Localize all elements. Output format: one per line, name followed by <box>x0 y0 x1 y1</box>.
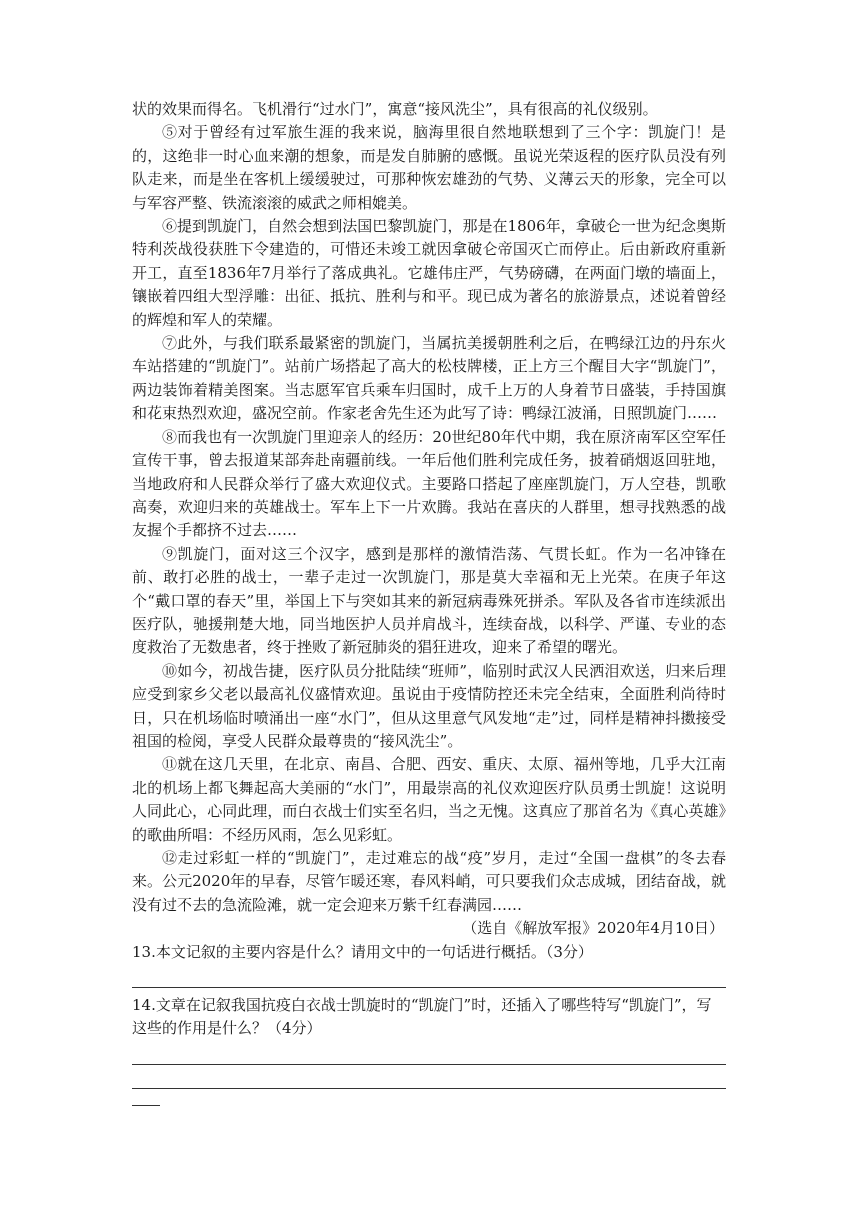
paragraph-4-tail: 状的效果而得名。飞机滑行“过水门”，寓意“接风洗尘”，具有很高的礼仪级别。 <box>132 100 658 118</box>
question-13: 13.本文记叙的主要内容是什么？请用文中的一句话进行概括。（3分） <box>132 942 593 961</box>
answer-line-14-1[interactable] <box>132 1041 726 1065</box>
article-source: （选自《解放军报》2020年4月10日） <box>462 919 724 938</box>
answer-line-14-3[interactable] <box>132 1089 160 1106</box>
paragraph-6: ⑥提到凯旋门，自然会想到法国巴黎凯旋门，那是在1806年，拿破仑一世为纪念奥斯特利茨战役获胜下令建造的，可惜还未竣工就因拿破仑帝国灭亡而停止。后由新政府重新开工，直至1836年7月举行了落成典礼。它雄伟庄严，气势磅礴，在两面门墩的墙面上，镶嵌着四组大型浮雕：出征、抵抗、胜利与和平。现已成为著名的旅游景点，述说着曾经的辉煌和军人的荣耀。 <box>132 217 726 329</box>
answer-line-13[interactable] <box>132 964 726 988</box>
paragraph-5: ⑤对于曾经有过军旅生涯的我来说，脑海里很自然地联想到了三个字：凯旋门！是的，这绝非一时心血来潮的想象，而是发自肺腑的感慨。虽说光荣返程的医疗队员没有列队走来，而是坐在客机上缓缓驶过，可那种恢宏雄劲的气势、义薄云天的形象，完全可以与军容严整、铁流滚滚的威武之师相媲美。 <box>132 123 726 212</box>
paragraph-7: ⑦此外，与我们联系最紧密的凯旋门，当属抗美援朝胜利之后，在鸭绿江边的丹东火车站搭建的“凯旋门”。站前广场搭起了高大的松枝牌楼，正上方三个醒目大字“凯旋门”，两边装饰着精美图案。当志愿军官兵乘车归国时，成千上万的人身着节日盛装，手持国旗和花束热烈欢迎，盛况空前。作家老舍先生还为此写了诗：鸭绿江波涌，日照凯旋门…… <box>132 334 726 423</box>
paragraph-11: ⑪就在这几天里，在北京、南昌、合肥、西安、重庆、太原、福州等地，几乎大江南北的机场上都飞舞起高大美丽的“水门”，用最崇高的礼仪欢迎医疗队员勇士凯旋！这说明人同此心，心同此理，而白衣战士们实至名归，当之无愧。这真应了那首名为《真心英雄》的歌曲所唱：不经历风雨，怎么见彩虹。 <box>132 755 726 844</box>
paragraph-10: ⑩如今，初战告捷，医疗队员分批陆续“班师”，临别时武汉人民洒泪欢送，归来后理应受到家乡父老以最高礼仪盛情欢迎。虽说由于疫情防控还未完全结束，全面胜利尚待时日，只在机场临时喷涌出一座“水门”，但从这里意气风发地“走”过，同样是精神抖擞接受祖国的检阅，享受人民群众最尊贵的“接风洗尘”。 <box>132 661 726 750</box>
paragraph-8: ⑧而我也有一次凯旋门里迎亲人的经历：20世纪80年代中期，我在原济南军区空军任宣传干事，曾去报道某部奔赴南疆前线。一年后他们胜利完成任务，披着硝烟返回驻地，当地政府和人民群众举行了盛大欢迎仪式。主要路口搭起了座座凯旋门，万人空巷，凯歌高奏，欢迎归来的英雄战士。军车上下一片欢腾。我站在喜庆的人群里，想寻找熟悉的战友握个手都挤不过去…… <box>132 427 726 540</box>
question-14: 14.文章在记叙我国抗疫白衣战士凯旋时的“凯旋门”时，还插入了哪些特写“凯旋门”，写这些的作用是什么？（4分） <box>132 996 712 1038</box>
paragraph-12: ⑫走过彩虹一样的“凯旋门”，走过难忘的战“疫”岁月，走过“全国一盘棋”的冬去春来。公元2020年的早春，尽管乍暖还寒，春风料峭，可只要我们众志成城，团结奋战，就没有过不去的急流险滩，就一定会迎来万紫千红春满园…… <box>132 849 726 914</box>
paragraph-9: ⑨凯旋门，面对这三个汉字，感到是那样的激情浩荡、气贯长虹。作为一名冲锋在前、敢打必胜的战士，一辈子走过一次凯旋门，那是莫大幸福和无上光荣。在庚子年这个“戴口罩的春天”里，举国上下与突如其来的新冠病毒殊死拼杀。军队及各省市连续派出医疗队，驰援荆楚大地，同当地医护人员并肩战斗，连续奋战，以科学、严谨、专业的态度救治了无数患者，终于挫败了新冠肺炎的猖狂进攻，迎来了希望的曙光。 <box>132 544 726 657</box>
document-page <box>132 98 726 1106</box>
answer-line-14-2[interactable] <box>132 1065 726 1089</box>
